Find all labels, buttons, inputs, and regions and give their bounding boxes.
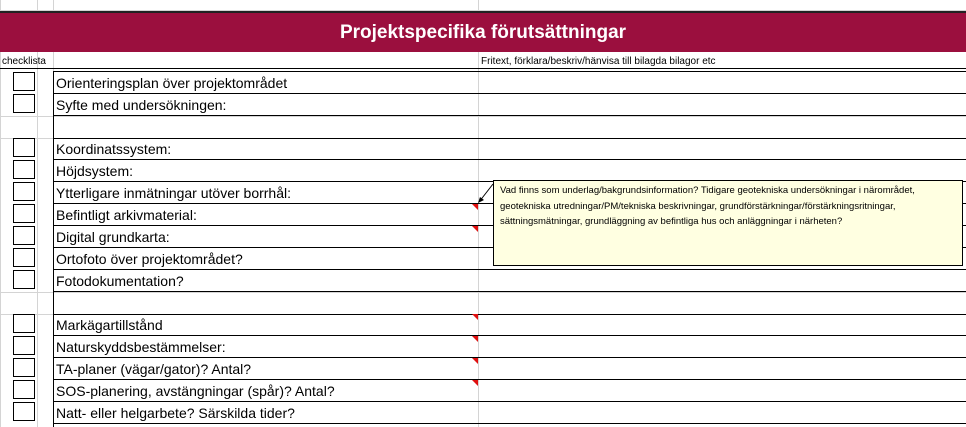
checkbox[interactable]	[13, 204, 35, 223]
grid-line	[0, 292, 966, 293]
item-label: SOS-planering, avstängningar (spår)? Antal?	[56, 383, 335, 399]
item-label: Natt- eller helgarbete? Särskilda tider?	[56, 405, 295, 421]
grid-line	[0, 0, 1, 427]
item-label: Koordinatssystem:	[56, 141, 172, 157]
row-divider	[53, 93, 966, 94]
item-label: Höjdsystem:	[56, 163, 134, 179]
grid-line	[0, 116, 966, 117]
checkbox[interactable]	[13, 380, 35, 399]
header-divider	[0, 68, 966, 69]
row-divider	[53, 379, 966, 380]
item-label: Ytterligare inmätningar utöver borrhål:	[56, 185, 292, 201]
item-label: Syfte med undersökningen:	[56, 97, 227, 113]
row-divider	[53, 314, 966, 315]
item-label: Digital grundkarta:	[56, 229, 170, 245]
item-label: Orienteringsplan över projektområdet	[56, 75, 288, 91]
checklist-column-header: checklista	[2, 56, 46, 67]
comment-marker-icon[interactable]	[472, 358, 478, 364]
header-divider	[53, 71, 966, 72]
item-label: Befintligt arkivmaterial:	[56, 207, 197, 223]
item-label: TA-planer (vägar/gator)? Antal?	[56, 361, 252, 377]
checkbox[interactable]	[13, 358, 35, 377]
grid-line	[478, 0, 479, 427]
freetext-column-header: Fritext, förklara/beskriv/hänvisa till bilagda bilagor etc	[481, 56, 716, 67]
row-divider	[53, 357, 966, 358]
checkbox[interactable]	[13, 336, 35, 355]
section-title: Projektspecifika förutsättningar	[0, 11, 966, 52]
row-divider	[53, 401, 966, 402]
item-label: Markägartillstånd	[56, 317, 163, 333]
checkbox[interactable]	[13, 402, 35, 421]
row-divider	[53, 115, 966, 116]
checkbox[interactable]	[13, 314, 35, 333]
comment-marker-icon[interactable]	[472, 380, 478, 386]
row-divider	[53, 335, 966, 336]
checkbox[interactable]	[13, 72, 35, 91]
row-divider	[53, 138, 966, 139]
cell-comment-popup	[493, 180, 963, 266]
checkbox[interactable]	[13, 226, 35, 245]
item-label: Ortofoto över projektområdet?	[56, 251, 243, 267]
checkbox[interactable]	[13, 270, 35, 289]
checkbox[interactable]	[13, 138, 35, 157]
checkbox[interactable]	[13, 248, 35, 267]
row-divider	[53, 423, 966, 424]
item-label: Fotodokumentation?	[56, 273, 184, 289]
item-label: Naturskyddsbestämmelser:	[56, 339, 226, 355]
comment-marker-icon[interactable]	[472, 336, 478, 342]
comment-marker-icon[interactable]	[472, 314, 478, 320]
column-divider	[53, 71, 54, 427]
comment-marker-icon[interactable]	[472, 204, 478, 210]
row-divider	[53, 291, 966, 292]
row-divider	[53, 159, 966, 160]
comment-marker-icon[interactable]	[472, 226, 478, 232]
comment-text: Vad finns som underlag/bakgrundsinformation? Tidigare geotekniska undersökningar i närområdet, geotekniska utredningar/PM/tekniska beskrivningar, grundförstärkningar/förstärkningsritningar, sättningsmätningar, grundläggning av befintliga hus och anläggningar i närheten?	[500, 185, 915, 227]
checkbox[interactable]	[13, 182, 35, 201]
checkbox[interactable]	[13, 160, 35, 179]
row-divider	[53, 269, 966, 270]
checkbox[interactable]	[13, 94, 35, 113]
